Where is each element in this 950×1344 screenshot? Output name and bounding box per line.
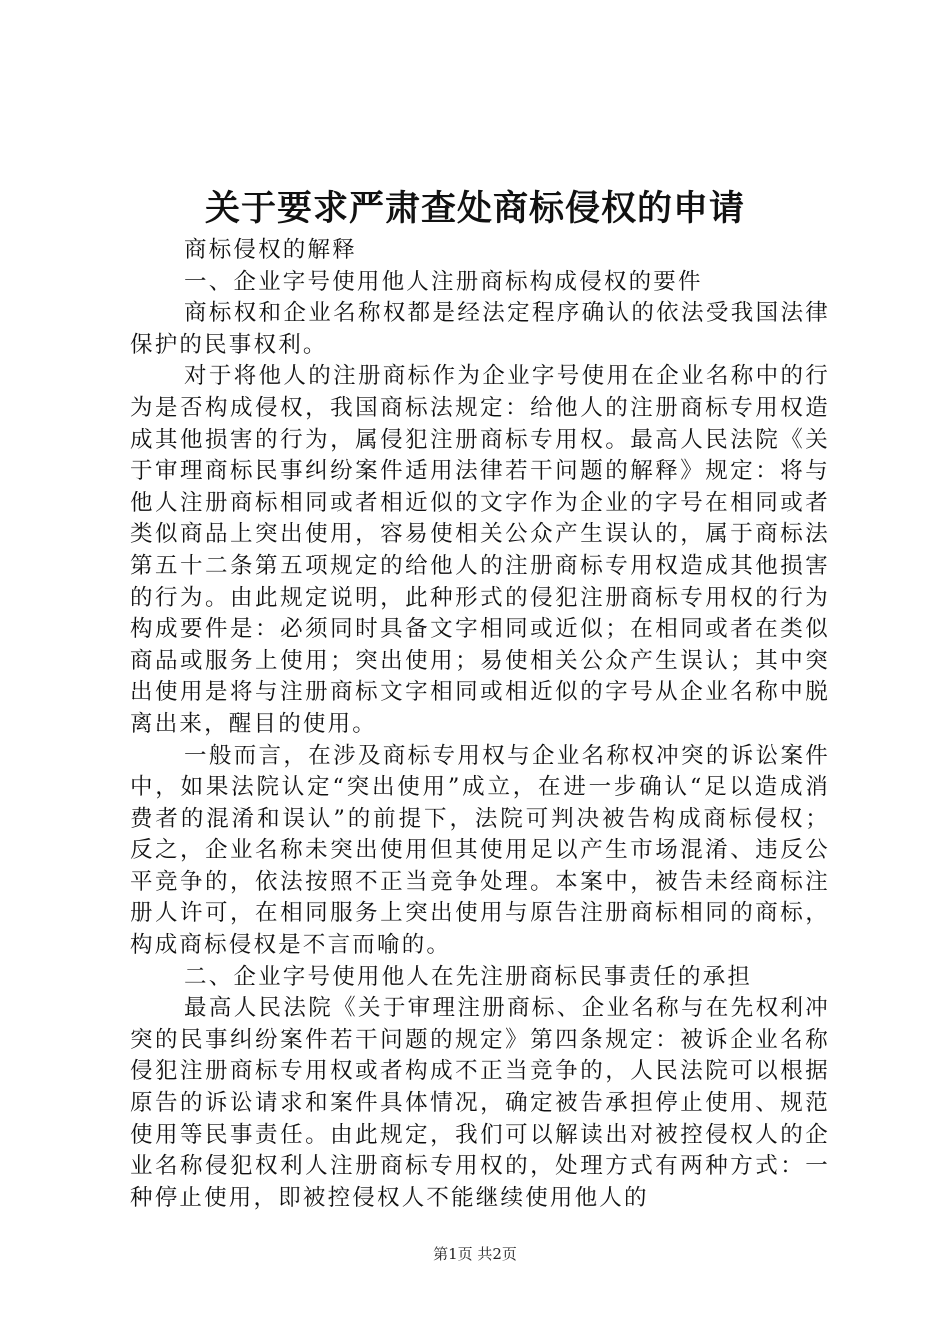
document-body — [130, 235, 830, 1214]
document-title: 关于要求严肃查处商标侵权的申请 — [204, 188, 745, 229]
paragraph: 对于将他人的注册商标作为企业字号使用在企业名称中的行为是否构成侵权，我国商标法规定：给他人的注册商标专用权造成其他损害的行为，属侵犯注册商标专用权。最高人民法院《关于审理商标民事纠纷案件适用法律若干问题的解释》规定：将与他人注册商标相同或者相近似的文字作为企业的字号在相同或者类似商品上突出使用，容易使相关公众产生误认的，属于商标法第五十二条第五项规定的给他人的注册商标专用权造成其他损害的行为。由此规定说明，此种形式的侵犯注册商标专用权的行为构成要件是：必须同时具备文字相同或近似；在相同或者在类似商品或服务上使用；突出使用；易使相关公众产生误认；其中突出使用是将与注册商标文字相同或相近似的字号从企业名称中脱离出来，醒目的使用。 — [130, 363, 830, 737]
page-footer: 第1页 共2页 — [433, 1245, 517, 1263]
section-heading-1: 一、企业字号使用他人注册商标构成侵权的要件 — [184, 268, 703, 295]
paragraph: 商标权和企业名称权都是经法定程序确认的依法受我国法律保护的民事权利。 — [130, 300, 830, 358]
paragraph-heading-explanation: 商标侵权的解释 — [184, 237, 357, 263]
paragraph: 一般而言，在涉及商标专用权与企业名称权冲突的诉讼案件中，如果法院认定“突出使用”成立，在进一步确认“足以造成消费者的混淆和误认”的前提下，法院可判决被告构成商标侵权；反之，企业名称未突出使用但其使用足以产生市场混淆、违反公平竞争的，依法按照不正当竞争处理。本案中，被告未经商标注册人许可，在相同服务上突出使用与原告注册商标相同的商标，构成商标侵权是不言而喻的。 — [130, 742, 830, 959]
section-heading-2: 二、企业字号使用他人在先注册商标民事责任的承担 — [184, 963, 753, 990]
paragraph: 最高人民法院《关于审理注册商标、企业名称与在先权利冲突的民事纠纷案件若干问题的规定》第四条规定：被诉企业名称侵犯注册商标专用权或者构成不正当竞争的，人民法院可以根据原告的诉讼请求和案件具体情况，确定被告承担停止使用、规范使用等民事责任。由此规定，我们可以解读出对被控侵权人的企业名称侵犯权利人注册商标专用权的，处理方式有两种方式：一种停止使用，即被控侵权人不能继续使用他人的 — [130, 995, 830, 1211]
